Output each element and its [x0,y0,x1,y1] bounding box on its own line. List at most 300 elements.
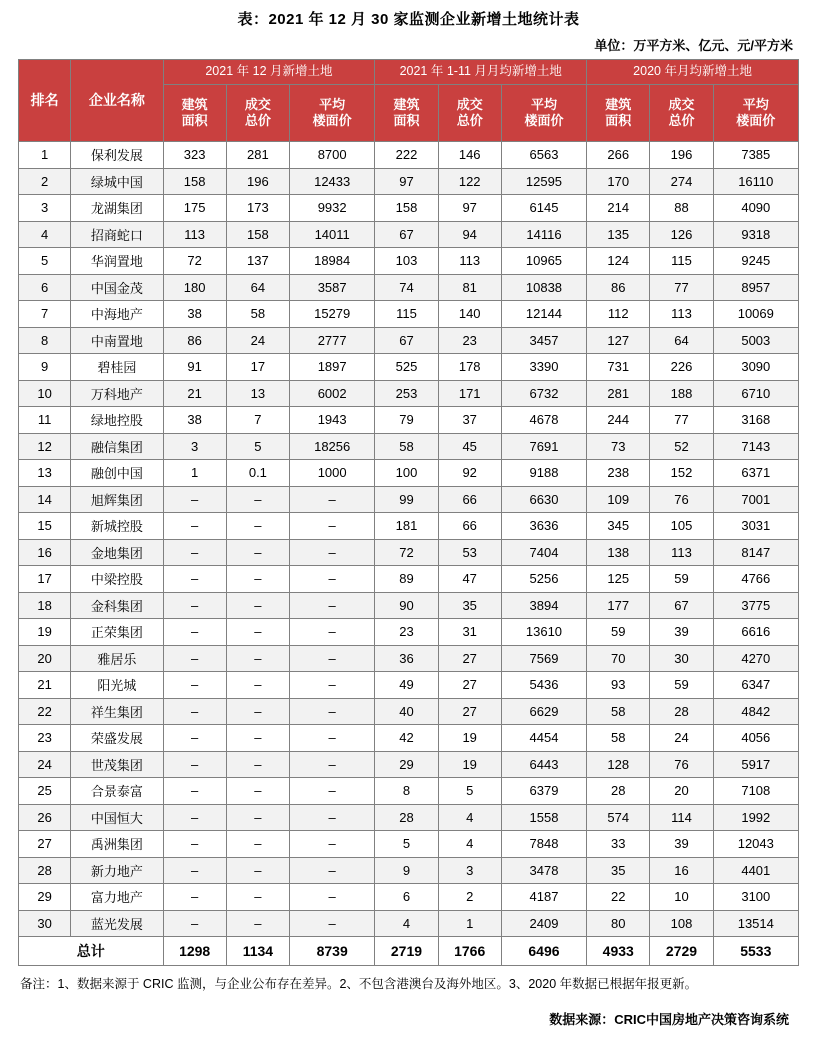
cell-value: 27 [438,698,501,725]
cell-value: 214 [587,195,650,222]
cell-value: 89 [375,566,438,593]
header-area-1: 建筑 面积 [163,85,226,142]
table-row [19,460,799,487]
cell-value: 108 [650,910,713,937]
cell-value: 6732 [501,380,586,407]
cell-value: 7691 [501,433,586,460]
cell-value: – [226,619,289,646]
table-row [19,301,799,328]
cell-company: 阳光城 [71,672,163,699]
cell-rank: 14 [19,486,71,513]
table-row [19,910,799,937]
cell-value: 58 [587,725,650,752]
cell-rank: 20 [19,645,71,672]
table-row [19,354,799,381]
cell-value: 3 [163,433,226,460]
cell-value: 113 [163,221,226,248]
header-price-3: 成交 总价 [650,85,713,142]
cell-value: 10838 [501,274,586,301]
cell-value: – [290,725,375,752]
cell-value: 47 [438,566,501,593]
cell-company: 碧桂园 [71,354,163,381]
cell-total-value: 1298 [163,937,226,966]
cell-value: 6002 [290,380,375,407]
cell-value: 138 [587,539,650,566]
cell-value: 45 [438,433,501,460]
cell-rank: 5 [19,248,71,275]
cell-rank: 18 [19,592,71,619]
cell-value: – [163,592,226,619]
cell-value: – [163,619,226,646]
cell-value: 6145 [501,195,586,222]
cell-value: 5 [438,778,501,805]
cell-company: 融信集团 [71,433,163,460]
cell-company: 中梁控股 [71,566,163,593]
cell-value: 8 [375,778,438,805]
cell-value: 77 [650,274,713,301]
cell-value: 8957 [713,274,798,301]
cell-value: 140 [438,301,501,328]
cell-value: 731 [587,354,650,381]
cell-value: 5 [226,433,289,460]
cell-value: 222 [375,142,438,169]
cell-company: 华润置地 [71,248,163,275]
cell-company: 祥生集团 [71,698,163,725]
cell-value: 238 [587,460,650,487]
cell-value: 81 [438,274,501,301]
cell-rank: 27 [19,831,71,858]
table-row [19,221,799,248]
cell-value: 4270 [713,645,798,672]
cell-value: 115 [375,301,438,328]
cell-value: 188 [650,380,713,407]
cell-company: 禹洲集团 [71,831,163,858]
cell-value: 175 [163,195,226,222]
cell-value: 4187 [501,884,586,911]
cell-rank: 23 [19,725,71,752]
cell-total-value: 1766 [438,937,501,966]
cell-value: 1 [163,460,226,487]
cell-value: 4 [438,831,501,858]
cell-value: – [163,831,226,858]
cell-rank: 29 [19,884,71,911]
cell-rank: 2 [19,168,71,195]
cell-rank: 1 [19,142,71,169]
cell-value: 12144 [501,301,586,328]
cell-value: – [290,592,375,619]
table-row [19,619,799,646]
cell-value: 5436 [501,672,586,699]
cell-value: 2777 [290,327,375,354]
cell-value: 67 [650,592,713,619]
cell-total-value: 2719 [375,937,438,966]
cell-value: 3100 [713,884,798,911]
cell-value: – [163,751,226,778]
cell-company: 中国金茂 [71,274,163,301]
cell-value: – [226,884,289,911]
cell-value: 6347 [713,672,798,699]
cell-value: 9188 [501,460,586,487]
cell-value: 1897 [290,354,375,381]
cell-value: 3894 [501,592,586,619]
cell-value: 6 [375,884,438,911]
cell-value: – [226,831,289,858]
cell-rank: 17 [19,566,71,593]
cell-value: 5917 [713,751,798,778]
cell-rank: 4 [19,221,71,248]
cell-value: 38 [163,407,226,434]
cell-value: – [290,672,375,699]
cell-value: 525 [375,354,438,381]
cell-company: 中海地产 [71,301,163,328]
cell-value: 6563 [501,142,586,169]
cell-value: 6616 [713,619,798,646]
cell-value: 39 [650,831,713,858]
cell-value: 196 [650,142,713,169]
cell-value: – [290,619,375,646]
cell-value: 135 [587,221,650,248]
cell-value: 59 [587,619,650,646]
cell-value: 28 [587,778,650,805]
cell-value: – [290,698,375,725]
cell-value: 4766 [713,566,798,593]
cell-company: 新力地产 [71,857,163,884]
cell-value: 4 [438,804,501,831]
cell-value: 6379 [501,778,586,805]
table-header [19,60,799,142]
cell-rank: 22 [19,698,71,725]
cell-value: 28 [650,698,713,725]
cell-value: 100 [375,460,438,487]
cell-value: 9245 [713,248,798,275]
cell-value: 8700 [290,142,375,169]
cell-company: 金科集团 [71,592,163,619]
cell-value: 66 [438,513,501,540]
cell-value: 323 [163,142,226,169]
cell-rank: 3 [19,195,71,222]
cell-value: 74 [375,274,438,301]
table-row [19,433,799,460]
cell-value: – [226,592,289,619]
cell-value: – [163,539,226,566]
cell-value: 79 [375,407,438,434]
cell-value: 4842 [713,698,798,725]
cell-value: 99 [375,486,438,513]
cell-value: 59 [650,672,713,699]
table-body [19,142,799,966]
cell-value: 158 [163,168,226,195]
cell-value: 16110 [713,168,798,195]
cell-value: 7001 [713,486,798,513]
cell-value: 6629 [501,698,586,725]
header-floorprice-1: 平均 楼面价 [290,85,375,142]
cell-value: 6710 [713,380,798,407]
cell-total-value: 5533 [713,937,798,966]
cell-value: 77 [650,407,713,434]
cell-company: 龙湖集团 [71,195,163,222]
page-title: 表：2021 年 12 月 30 家监测企业新增土地统计表 [237,11,580,28]
cell-rank: 21 [19,672,71,699]
cell-value: 122 [438,168,501,195]
cell-value: 125 [587,566,650,593]
cell-total-value: 8739 [290,937,375,966]
cell-company: 绿城中国 [71,168,163,195]
cell-value: 59 [650,566,713,593]
cell-value: 128 [587,751,650,778]
cell-value: 0.1 [226,460,289,487]
cell-value: – [290,486,375,513]
cell-value: 3636 [501,513,586,540]
cell-company: 招商蛇口 [71,221,163,248]
table-row [19,539,799,566]
cell-value: 37 [438,407,501,434]
cell-value: – [226,778,289,805]
cell-company: 保利发展 [71,142,163,169]
cell-value: – [163,778,226,805]
cell-value: – [290,513,375,540]
cell-value: 72 [375,539,438,566]
cell-company: 金地集团 [71,539,163,566]
cell-value: 30 [650,645,713,672]
cell-value: 97 [375,168,438,195]
cell-value: 86 [587,274,650,301]
cell-value: 6371 [713,460,798,487]
cell-value: 127 [587,327,650,354]
cell-value: 86 [163,327,226,354]
cell-value: 4454 [501,725,586,752]
cell-value: 19 [438,725,501,752]
cell-value: – [226,645,289,672]
cell-value: – [163,857,226,884]
cell-value: 9318 [713,221,798,248]
table-row [19,592,799,619]
cell-rank: 15 [19,513,71,540]
unit-label: 单位：万平方米、亿元、元/平方米 [594,38,793,53]
cell-value: 67 [375,327,438,354]
cell-value: – [163,910,226,937]
cell-value: 36 [375,645,438,672]
cell-rank: 19 [19,619,71,646]
cell-value: 24 [226,327,289,354]
cell-value: 5003 [713,327,798,354]
cell-value: 12595 [501,168,586,195]
cell-value: 274 [650,168,713,195]
table-total-row [19,937,799,966]
cell-value: 66 [438,486,501,513]
cell-value: 58 [375,433,438,460]
cell-value: – [290,539,375,566]
cell-value: – [163,698,226,725]
cell-value: 1558 [501,804,586,831]
cell-value: 90 [375,592,438,619]
cell-value: 15279 [290,301,375,328]
cell-value: – [226,725,289,752]
cell-value: 12433 [290,168,375,195]
header-company: 企业名称 [71,60,163,142]
table-row [19,407,799,434]
cell-value: 33 [587,831,650,858]
cell-value: 7404 [501,539,586,566]
cell-value: 103 [375,248,438,275]
cell-value: – [226,857,289,884]
cell-company: 正荣集团 [71,619,163,646]
cell-value: – [163,513,226,540]
cell-value: 137 [226,248,289,275]
cell-value: 40 [375,698,438,725]
cell-value: 35 [587,857,650,884]
cell-value: 126 [650,221,713,248]
cell-company: 蓝光发展 [71,910,163,937]
cell-value: 574 [587,804,650,831]
cell-rank: 24 [19,751,71,778]
cell-value: 14011 [290,221,375,248]
cell-total-value: 2729 [650,937,713,966]
header-group-2021-1-11: 2021 年 1-11 月月均新增土地 [375,60,587,85]
cell-value: 158 [226,221,289,248]
cell-value: 4 [375,910,438,937]
cell-value: 181 [375,513,438,540]
cell-value: 3031 [713,513,798,540]
cell-value: 20 [650,778,713,805]
cell-value: 113 [650,301,713,328]
cell-value: 113 [438,248,501,275]
table-row [19,327,799,354]
table-row [19,725,799,752]
table-row [19,142,799,169]
header-rank: 排名 [19,60,71,142]
header-price-1: 成交 总价 [226,85,289,142]
table-row [19,804,799,831]
cell-value: – [226,539,289,566]
cell-value: 5256 [501,566,586,593]
cell-value: – [163,645,226,672]
table-row [19,513,799,540]
cell-total-value: 6496 [501,937,586,966]
cell-company: 融创中国 [71,460,163,487]
table-row [19,248,799,275]
cell-value: 58 [587,698,650,725]
header-area-3: 建筑 面积 [587,85,650,142]
cell-value: 24 [650,725,713,752]
header-price-2: 成交 总价 [438,85,501,142]
cell-value: 226 [650,354,713,381]
cell-value: – [290,778,375,805]
cell-value: 5 [375,831,438,858]
cell-value: 27 [438,645,501,672]
cell-rank: 28 [19,857,71,884]
cell-value: – [163,804,226,831]
table-header-group-row [19,60,799,85]
cell-value: – [163,672,226,699]
cell-value: 73 [587,433,650,460]
cell-company: 新城控股 [71,513,163,540]
cell-rank: 9 [19,354,71,381]
cell-value: 1 [438,910,501,937]
header-group-2021-12: 2021 年 12 月新增土地 [163,60,375,85]
cell-value: – [226,566,289,593]
cell-value: 3478 [501,857,586,884]
cell-value: – [290,804,375,831]
cell-value: – [290,566,375,593]
cell-value: 28 [375,804,438,831]
cell-value: 146 [438,142,501,169]
cell-value: 170 [587,168,650,195]
table-row [19,486,799,513]
cell-value: 13610 [501,619,586,646]
cell-value: 72 [163,248,226,275]
table-row [19,857,799,884]
cell-value: 58 [226,301,289,328]
cell-value: 180 [163,274,226,301]
cell-value: 10069 [713,301,798,328]
table-row [19,645,799,672]
cell-value: 266 [587,142,650,169]
cell-value: 281 [587,380,650,407]
cell-value: – [290,910,375,937]
cell-value: 64 [650,327,713,354]
cell-value: 4090 [713,195,798,222]
cell-value: 178 [438,354,501,381]
cell-value: 80 [587,910,650,937]
cell-value: 70 [587,645,650,672]
cell-value: 6630 [501,486,586,513]
cell-value: – [226,751,289,778]
cell-value: – [226,804,289,831]
cell-value: – [226,672,289,699]
cell-company: 万科地产 [71,380,163,407]
cell-company: 合景泰富 [71,778,163,805]
cell-value: 253 [375,380,438,407]
header-group-2020: 2020 年月均新增土地 [587,60,799,85]
cell-value: 7569 [501,645,586,672]
cell-value: 42 [375,725,438,752]
cell-value: 158 [375,195,438,222]
cell-value: 27 [438,672,501,699]
cell-value: – [163,725,226,752]
cell-value: 281 [226,142,289,169]
cell-value: 19 [438,751,501,778]
cell-total-value: 1134 [226,937,289,966]
cell-value: 105 [650,513,713,540]
cell-value: 7848 [501,831,586,858]
cell-value: 152 [650,460,713,487]
cell-value: 39 [650,619,713,646]
cell-value: 2 [438,884,501,911]
cell-value: 21 [163,380,226,407]
cell-value: – [226,513,289,540]
cell-value: – [226,910,289,937]
cell-value: 10 [650,884,713,911]
header-floorprice-2: 平均 楼面价 [501,85,586,142]
cell-rank: 11 [19,407,71,434]
cell-value: 7 [226,407,289,434]
cell-company: 中国恒大 [71,804,163,831]
cell-value: 13 [226,380,289,407]
cell-company: 荣盛发展 [71,725,163,752]
cell-value: 17 [226,354,289,381]
cell-rank: 10 [19,380,71,407]
cell-value: – [226,486,289,513]
cell-rank: 30 [19,910,71,937]
cell-company: 中南置地 [71,327,163,354]
cell-value: 31 [438,619,501,646]
cell-value: 4678 [501,407,586,434]
cell-value: 91 [163,354,226,381]
cell-value: 22 [587,884,650,911]
cell-rank: 16 [19,539,71,566]
cell-total-value: 4933 [587,937,650,966]
cell-value: 4056 [713,725,798,752]
